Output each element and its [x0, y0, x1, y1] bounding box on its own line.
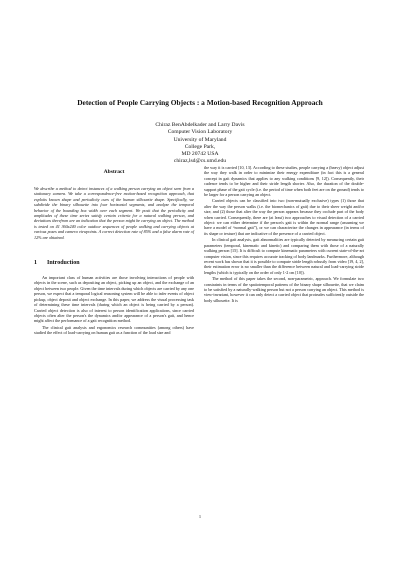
body-paragraph: The method of this paper takes the second, non-parametric, approach. We formulate two constraints in terms of the spatiotemporal patterns of the binary shape silhouette, that we claim to be satisfied by a naturally-walking person but not a person carrying an object. This method is view-invariant, however it can only detect a carried object that protrudes sufficiently outside the body silhouette. It is — [204, 276, 364, 303]
author-email: chiraz,lsd@cs.umd.edu — [173, 158, 227, 165]
left-column — [34, 168, 194, 336]
page-number: 1 — [198, 514, 202, 519]
right-column — [204, 165, 364, 303]
body-paragraph: In clinical gait analysis, gait abnormalities are typically detected by measuring certain gait parameters (temporal, kinematic and kinetic) and comparing them with those of a naturally walking person [15]. It is difficult to compute kinematic parameters with current state-of-the-art computer vision, since this requires accurate tracking of body landmarks. Furthermore, although recent work has shown that it is possible to compute stride length robustly from video [19, 4, 2], their estimation error is no smaller than the difference between natural and load-carrying stride lengths (which is typically on the order of only 1-2 cm [10]). — [204, 237, 364, 275]
affiliation-lab: Computer Vision Laboratory — [167, 129, 233, 136]
abstract-heading: Abstract — [103, 169, 125, 175]
affiliation-city: College Park, — [184, 143, 216, 150]
author-names: Chiraz BenAbdelkader and Larry Davis — [155, 122, 245, 128]
body-paragraph: the way it is carried [10, 13]. According to these studies, people carrying a (heavy) object adjust the way they walk in order to minimize their energy expenditure (in fact this is a general concept in gait dynamics that applies to any walking conditions [9, 12]). Consequently, their cadence tends to be higher and their stride length shorter. Also, the duration of the double-support phase of the gait cycle (i.e. the period of time when both feet are on the ground) tends to be larger for a person carrying an object. — [204, 165, 364, 198]
section-number: 1 — [34, 260, 37, 267]
affiliation-university: University of Maryland — [173, 136, 227, 143]
body-paragraph: Carried objects can be classified into two (non-mutually exclusive) types (1) those that alter the way the person walks (i.e. the biomechanics of gait) due to their sheer weight and/or size, and (2) those that alter the way the person appears because they occlude part of the body when carried. Consequently, there are (at least) two approaches to visual detection of a carried object: we can either determine if the person's gait is within the normal range (assuming we have a model of “normal gait”), or we can characterize the changes in appearance (in terms of its shape or texture) that are indicative of the presence of a carried object. — [204, 198, 364, 236]
paper-title: Detection of People Carrying Objects : a Motion-based Recognition Approach — [77, 98, 323, 107]
body-paragraph: An important class of human activities are those involving interactions of people with objects in the scene, such as depositing an object, picking up an object, and the exchange of an object between two people. Given the time intervals during which objects are carried by any one person, we expect that a temporal logical reasoning system will be able to infer events of object pickup, object deposit and object exchange. In this paper, we address the visual processing task of determining these time intervals (during which an object is being carried by a person). Carried object detection is also of interest to person identification applications, since carried objects often alter the person's the dynamics and/or appearance of a person's gait, and hence might affect the performance of a gait recognition method. — [34, 275, 194, 324]
author-block — [100, 122, 300, 166]
affiliation-postal: MD 20742 USA — [181, 151, 219, 158]
section-heading — [34, 260, 194, 267]
abstract-text: We describe a method to detect instances of a walking person carrying an object seen from a stationary camera. We take a correspondence-free motion-based recognition approach, that exploits known shape and periodicity cues of the human silhouette shape. Specifically, we subdivide the binary silhouette into four horizontal segments, and analyze the temporal behavior of the bounding box width over each segment. We posit that the periodicity and amplitudes of these time series satisfy certain criteria for a natural walking person, and deviations therefrom are an indication that the person might be carrying an object. The method is tested on 41 360x240 color outdoor sequences of people walking and carrying objects at various poses and camera viewpoints. A correct detection rate of 85% and a false alarm rate of 12% are obtained. — [34, 186, 194, 240]
body-paragraph: The clinical gait analysis and ergonomics research communities (among others) have studied the effect of load-carrying on human gait as a function of the load size and — [34, 324, 194, 336]
section-title: Introduction — [47, 260, 80, 267]
